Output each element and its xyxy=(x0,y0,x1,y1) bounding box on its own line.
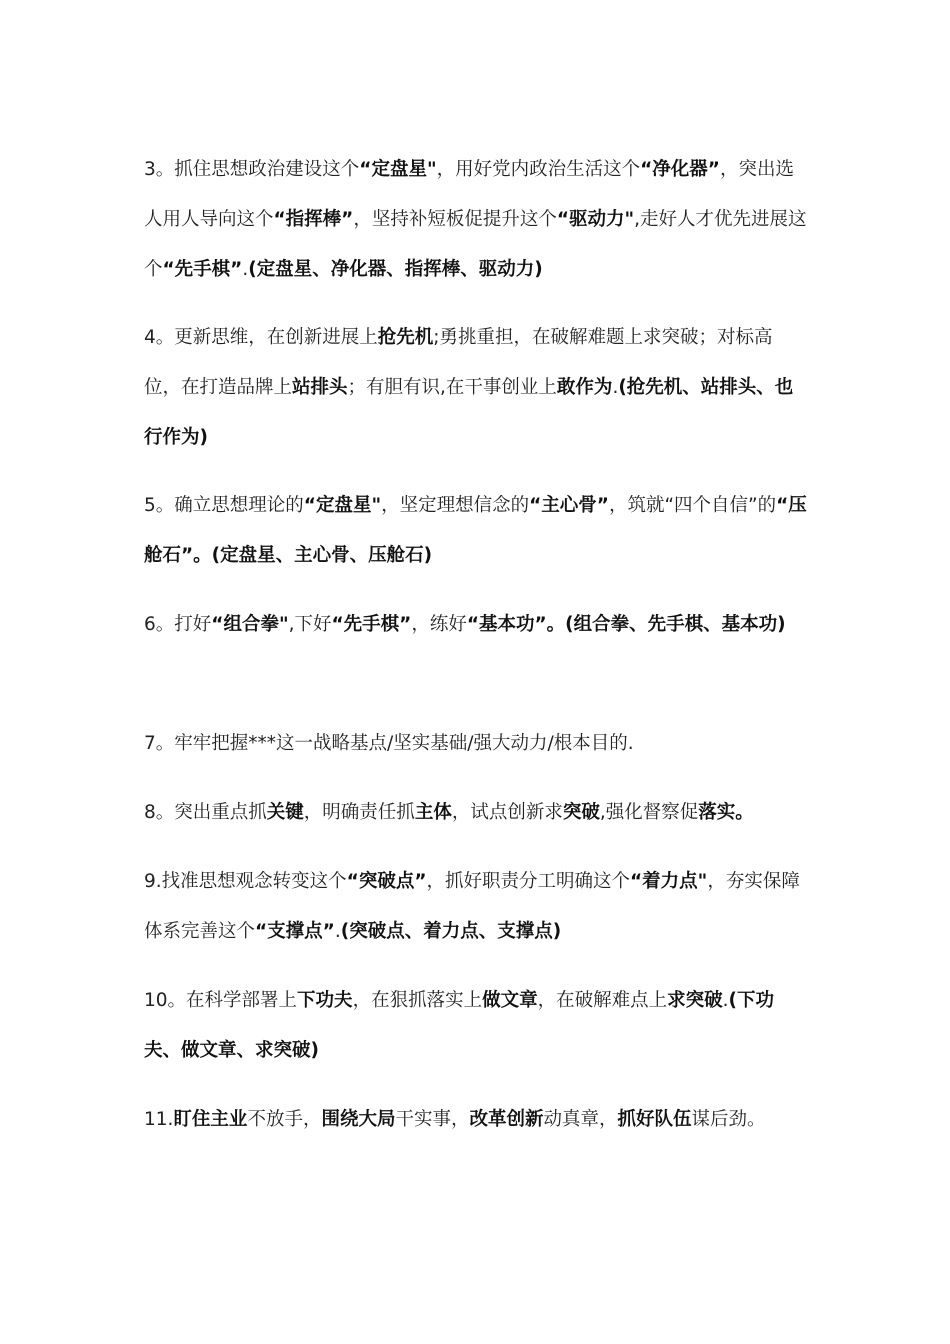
emphasis-text: 改革创新 xyxy=(469,1108,544,1130)
body-text: 9.找准思想观念转变这个 xyxy=(144,870,347,892)
emphasis-text: (抢先机、站排头、也行作为) xyxy=(144,376,794,448)
emphasis-text: “主心骨” xyxy=(529,494,609,516)
body-text: 7。牢牢把握***这一战略基点/坚实基础/强大动力/根本目的. xyxy=(144,732,634,754)
body-text: 10。在科学部署上 xyxy=(144,989,298,1011)
body-text: 4。更新思维，在创新进展上 xyxy=(144,326,378,348)
body-text: ,强化督察促 xyxy=(599,801,699,823)
body-text: ，筑就“四个自信”的 xyxy=(608,494,777,516)
emphasis-text: (定盘星、净化器、指挥棒、驱动力) xyxy=(248,258,543,280)
emphasis-text: “定盘星" xyxy=(359,158,437,180)
body-text: 11. xyxy=(144,1108,174,1130)
body-text: ,下好 xyxy=(288,613,332,635)
emphasis-text: 抓好队伍 xyxy=(617,1108,692,1130)
emphasis-text: “净化器” xyxy=(640,158,720,180)
body-text: ,走好人才优先进展这个 xyxy=(144,208,807,280)
emphasis-text: 主体 xyxy=(414,801,452,823)
item-11-paragraph xyxy=(144,1095,808,1145)
item-9-paragraph xyxy=(144,857,808,957)
body-text: ，坚定理想信念的 xyxy=(381,494,530,516)
body-text: . xyxy=(722,989,729,1011)
emphasis-text: “先手棋” xyxy=(162,258,243,280)
emphasis-text: “基本功”。(组合拳、先手棋、基本功) xyxy=(466,613,786,635)
body-text: ，用好党内政治生活这个 xyxy=(436,158,641,180)
body-text: ，抓好职责分工明确这个 xyxy=(426,870,630,892)
body-text: 干实事， xyxy=(395,1108,470,1130)
emphasis-text: “指挥棒” xyxy=(273,208,354,230)
body-text: ，在破解难点上 xyxy=(537,989,668,1011)
body-text: ，夯实保障体系完善这个 xyxy=(144,870,800,942)
body-text: ；有胆有识,在干事创业上 xyxy=(347,376,557,398)
emphasis-text: 求突破 xyxy=(667,989,723,1011)
body-text: ;勇挑重担，在破解难题上求突破；对标高位，在打造品牌上 xyxy=(144,326,773,398)
item-4-paragraph xyxy=(144,313,808,463)
emphasis-text: “着力点" xyxy=(630,870,708,892)
emphasis-text: “定盘星" xyxy=(303,494,382,516)
emphasis-text: 盯住主业 xyxy=(173,1108,248,1130)
emphasis-text: 落实。 xyxy=(698,801,754,823)
body-text: ，明确责任抓 xyxy=(303,801,415,823)
item-7-paragraph xyxy=(144,719,808,769)
body-text: 3。抓住思想政治建设这个 xyxy=(144,158,360,180)
item-6-paragraph xyxy=(144,600,808,650)
emphasis-text: “组合拳" xyxy=(211,613,289,635)
item-8-paragraph xyxy=(144,788,808,838)
item-10-paragraph xyxy=(144,976,808,1076)
item-3-paragraph xyxy=(144,145,808,295)
body-text: ，在狠抓落实上 xyxy=(352,989,483,1011)
body-text: . xyxy=(242,258,249,280)
emphasis-text: 关键 xyxy=(266,801,304,823)
emphasis-text: 做文章 xyxy=(482,989,538,1011)
body-text: ，突出选人用人导向这个 xyxy=(144,158,794,230)
body-text: 不放手， xyxy=(247,1108,322,1130)
body-text: 5。确立思想理论的 xyxy=(144,494,304,516)
body-text: 8。突出重点抓 xyxy=(144,801,267,823)
emphasis-text: 抢先机 xyxy=(377,326,434,348)
emphasis-text: 下功夫 xyxy=(297,989,353,1011)
body-text: ，练好 xyxy=(411,613,467,635)
body-text: ，坚持补短板促提升这个 xyxy=(353,208,557,230)
body-text: 动真章， xyxy=(543,1108,618,1130)
emphasis-text: (下功夫、做文章、求突破) xyxy=(144,989,774,1061)
emphasis-text: 敢作为 xyxy=(556,376,613,398)
emphasis-text: “支撑点” xyxy=(255,920,335,942)
item-5-paragraph xyxy=(144,481,808,581)
body-text: 谋后劲。 xyxy=(691,1108,766,1130)
emphasis-text: 突破 xyxy=(562,801,600,823)
emphasis-text: “先手棋” xyxy=(331,613,412,635)
body-text: . xyxy=(612,376,619,398)
emphasis-text: “驱动力" xyxy=(556,208,635,230)
emphasis-text: “压舱石”。(定盘星、主心骨、压舱石) xyxy=(144,494,807,566)
emphasis-text: 站排头 xyxy=(292,376,348,398)
body-text: ，试点创新求 xyxy=(451,801,563,823)
emphasis-text: 围绕大局 xyxy=(321,1108,396,1130)
emphasis-text: (突破点、着力点、支撑点) xyxy=(340,920,562,942)
body-text: 6。打好 xyxy=(144,613,212,635)
emphasis-text: “突破点” xyxy=(346,870,427,892)
body-text: . xyxy=(334,920,341,942)
